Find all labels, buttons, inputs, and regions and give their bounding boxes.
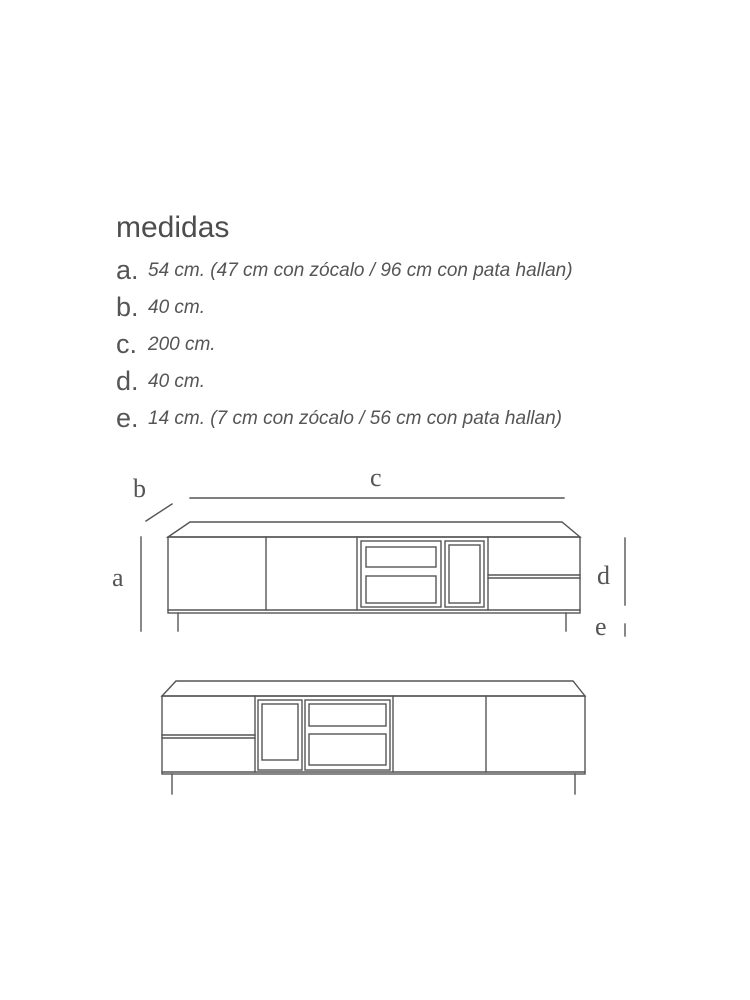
measurement-value: 54 cm. (47 cm con zócalo / 96 cm con pata hallan) — [148, 259, 573, 281]
open-shelf-vertical — [445, 541, 484, 607]
measurement-letter: e. — [116, 403, 139, 433]
open-shelf-vertical-inner — [262, 704, 298, 760]
dimension-label-e: e — [595, 612, 607, 641]
measurement-letter: a. — [116, 255, 139, 285]
measurement-letter: b. — [116, 292, 139, 322]
measurement-value: 40 cm. — [148, 296, 206, 318]
open-shelf-vertical-inner — [449, 545, 480, 603]
shelf-cubby-lower — [309, 734, 386, 765]
dimension-label-c: c — [370, 463, 382, 492]
cabinet-top-surface — [162, 681, 585, 696]
cabinet-alternate-view — [162, 681, 585, 794]
dimension-label-b: b — [133, 474, 146, 503]
shelf-cubby-lower — [366, 576, 436, 603]
open-shelf-compartment — [361, 541, 441, 607]
measurement-value: 200 cm. — [148, 333, 216, 355]
dimension-label-d: d — [597, 561, 610, 590]
dimension-label-a: a — [112, 563, 124, 592]
shelf-cubby-upper — [366, 547, 436, 567]
measurement-letter: c. — [116, 329, 138, 359]
measurement-value: 14 cm. (7 cm con zócalo / 56 cm con pata hallan) — [148, 407, 562, 429]
cabinet-top-surface — [168, 522, 580, 537]
shelf-cubby-upper — [309, 704, 386, 726]
cabinet-front-view — [168, 522, 580, 631]
open-shelf-compartment — [305, 700, 390, 770]
measurement-letter: d. — [116, 366, 139, 396]
dimension-line-b — [146, 504, 172, 521]
measurement-value: 40 cm. — [148, 370, 206, 392]
page-title: medidas — [116, 211, 230, 244]
